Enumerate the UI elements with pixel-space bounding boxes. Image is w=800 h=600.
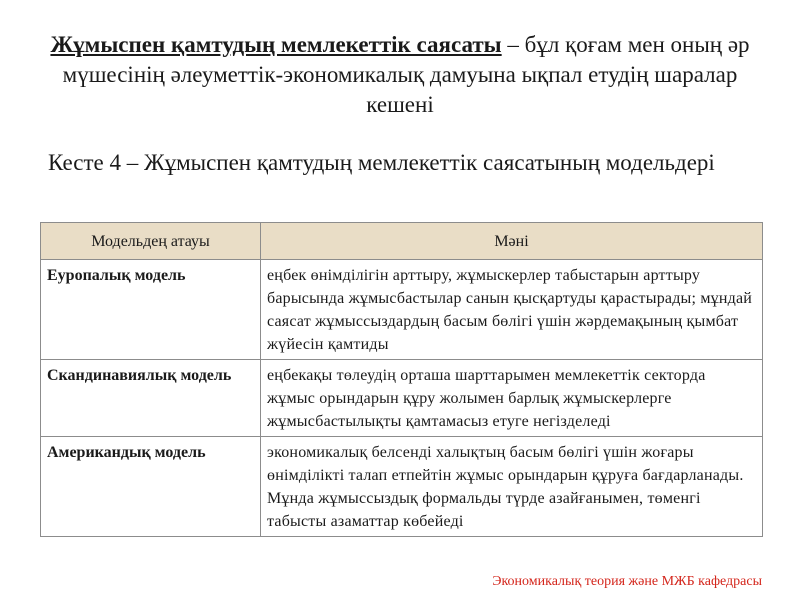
slide-title	[40, 30, 760, 120]
models-table	[40, 222, 763, 537]
title-term: Жұмыспен қамтудың мемлекеттік саясаты	[50, 32, 502, 57]
table-row	[41, 260, 763, 360]
title-definition: – бұл қоғам мен оның әр мүшесінің әлеуметтік-экономикалық дамуына ықпал етудің шаралар кешені	[62, 32, 750, 117]
table-header-row	[41, 223, 763, 260]
model-name-cell: Скандинавиялық модель	[41, 360, 261, 437]
model-name-cell: Еуропалық модель	[41, 260, 261, 360]
department-footer: Экономикалық теория және МЖБ кафедрасы	[492, 574, 762, 589]
table-row	[41, 437, 763, 537]
model-meaning-cell: экономикалық белсенді халықтың басым бөлігі үшін жоғары өнімділікті талап етпейтін жұмыс орындарын құруға бағдарланады. Мұнда жұмыссыздық формальды түрде азайғанымен, төменгі табысты азаматтар көбейеді	[261, 437, 763, 537]
model-meaning-cell: еңбекақы төлеудің орташа шарттарымен мемлекеттік секторда жұмыс орындарын құру жолымен барлық жұмыскерлерге жұмысбастылықты қамтамасыз етуге негізделеді	[261, 360, 763, 437]
table-caption: Кесте 4 – Жұмыспен қамтудың мемлекеттік саясатының модельдері	[48, 150, 715, 175]
model-meaning-cell: еңбек өнімділігін арттыру, жұмыскерлер табыстарын арттыру барысында жұмысбастылар санын қысқартуды қарастырады; мұндай саясат жұмыссыздардың басым бөлігі үшін жәрдемақының қымбат жүйесін қамтиды	[261, 260, 763, 360]
header-meaning: Мәні	[261, 223, 763, 260]
model-name-cell: Американдық модель	[41, 437, 261, 537]
header-model-name: Модельдең атауы	[41, 223, 261, 260]
table-row	[41, 360, 763, 437]
